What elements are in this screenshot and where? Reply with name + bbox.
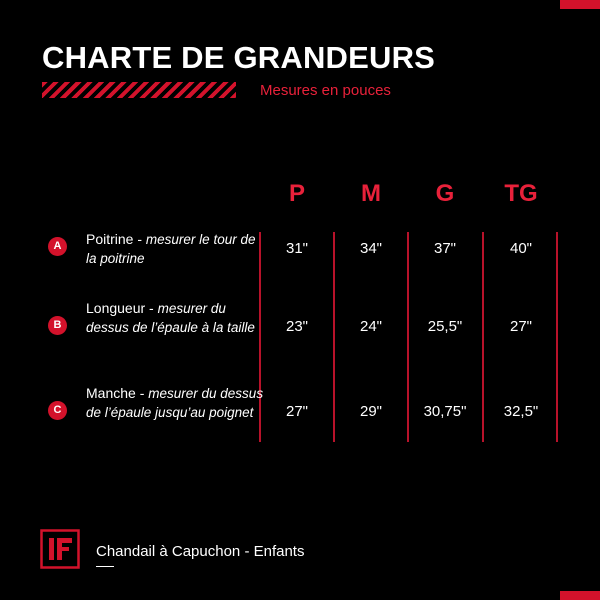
page-title: CHARTE DE GRANDEURS <box>42 40 436 75</box>
corner-accent-top <box>560 0 600 9</box>
measure-label-longueur <box>86 299 266 337</box>
value-cell: 32,5" <box>503 403 539 420</box>
measure-description: mesurer du dessus de l’épaule à la taille <box>86 301 255 335</box>
measure-label-poitrine <box>86 230 266 268</box>
page-subtitle: Mesures en pouces <box>260 82 391 99</box>
size-header-m: M <box>361 180 381 207</box>
row-badge-a: A <box>48 237 67 256</box>
hazard-stripes <box>42 82 236 98</box>
row-badge-b: B <box>48 316 67 335</box>
value-cell: 30,75" <box>423 403 467 420</box>
measure-name: Longueur <box>86 300 146 316</box>
size-header-p: P <box>288 180 305 207</box>
size-header-tg: TG <box>504 180 538 207</box>
measure-separator: - <box>145 300 158 316</box>
corner-accent-bottom <box>560 591 600 600</box>
if-logo-icon <box>40 529 80 569</box>
size-header-g: G <box>435 180 455 207</box>
measure-name: Poitrine <box>86 231 134 247</box>
value-cell: 27" <box>285 403 308 420</box>
product-name: Chandail à Capuchon - Enfants <box>96 543 305 560</box>
value-cell: 37" <box>433 240 456 257</box>
measure-description: mesurer le tour de la poitrine <box>86 232 256 266</box>
value-cell: 29" <box>359 403 382 420</box>
value-cell: 25,5" <box>427 318 463 335</box>
row-badge-c: C <box>48 401 67 420</box>
measure-label-manche <box>86 384 266 422</box>
value-cell: 31" <box>285 240 308 257</box>
value-cell: 27" <box>509 318 532 335</box>
value-cell: 40" <box>509 240 532 257</box>
measure-name: Manche <box>86 385 136 401</box>
value-cell: 34" <box>359 240 382 257</box>
measure-separator: - <box>135 385 149 401</box>
footer-underline <box>96 566 114 567</box>
value-cell: 24" <box>359 318 382 335</box>
value-cell: 23" <box>285 318 308 335</box>
measure-separator: - <box>133 231 146 247</box>
measure-description: mesurer du dessus de l’épaule jusqu’au poignet <box>86 386 264 420</box>
